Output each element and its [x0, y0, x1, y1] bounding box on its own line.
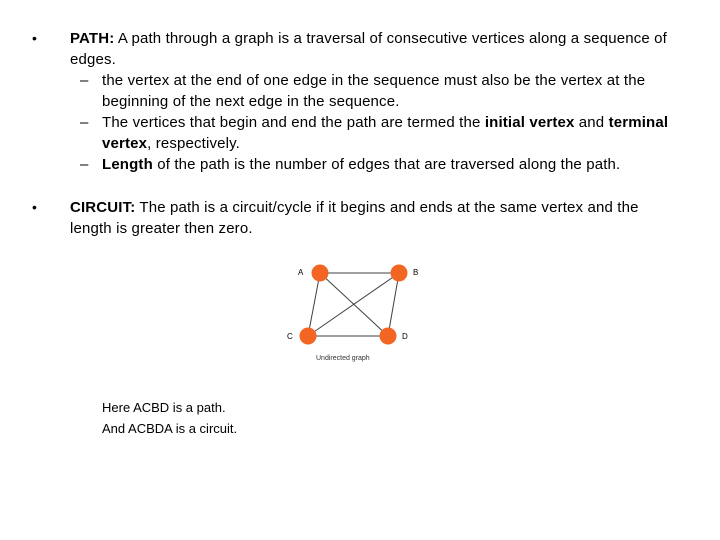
node-label-d: D — [402, 332, 408, 341]
terminal-vertex-term: terminal vertex — [102, 114, 669, 152]
subitem-text: of the path is the number of edges that are traversed along the path. — [152, 156, 621, 173]
path-definition — [70, 28, 680, 175]
bullet-dot: • — [32, 199, 37, 215]
dash: – — [80, 156, 89, 173]
graph-caption: Undirected graph — [316, 355, 370, 362]
bullet-dot: • — [32, 30, 37, 46]
subitem-text-mid: and — [574, 114, 609, 131]
path-example: Here ACBD is a path. — [102, 400, 226, 415]
initial-vertex-term: initial vertex — [484, 114, 575, 131]
undirected-graph-figure — [278, 255, 428, 370]
node-label-a: A — [298, 268, 304, 277]
node-c — [300, 328, 317, 345]
path-definition-text: A path through a graph is a traversal of consecutive vertices along a sequence of edges. — [70, 30, 667, 68]
circuit-example: And ACBDA is a circuit. — [102, 421, 238, 436]
subitem-text-after: , respectively. — [147, 135, 240, 152]
node-b — [391, 265, 408, 282]
node-label-c: C — [287, 332, 293, 341]
path-subitem-3 — [70, 154, 680, 175]
path-subitem-1 — [70, 70, 680, 112]
circuit-definition — [70, 197, 680, 239]
node-d — [380, 328, 397, 345]
edge-a-c — [308, 273, 320, 336]
edge-b-d — [388, 273, 399, 336]
length-term: Length — [102, 156, 153, 173]
path-term: PATH: — [70, 30, 115, 47]
circuit-definition-text: The path is a circuit/cycle if it begins and ends at the same vertex and the length is greater then zero. — [70, 199, 639, 237]
edge-b-c — [308, 273, 399, 336]
graph-edges — [308, 273, 399, 336]
circuit-term: CIRCUIT: — [70, 199, 136, 216]
node-label-b: B — [413, 268, 419, 277]
dash: – — [80, 114, 89, 131]
path-subitem-2 — [70, 112, 680, 154]
node-a — [312, 265, 329, 282]
subitem-text: the vertex at the end of one edge in the sequence must also be the vertex at the beginning of the next edge in the sequence. — [102, 72, 646, 110]
subitem-text-before: The vertices that begin and end the path are termed the — [102, 114, 485, 131]
dash: – — [80, 72, 89, 89]
